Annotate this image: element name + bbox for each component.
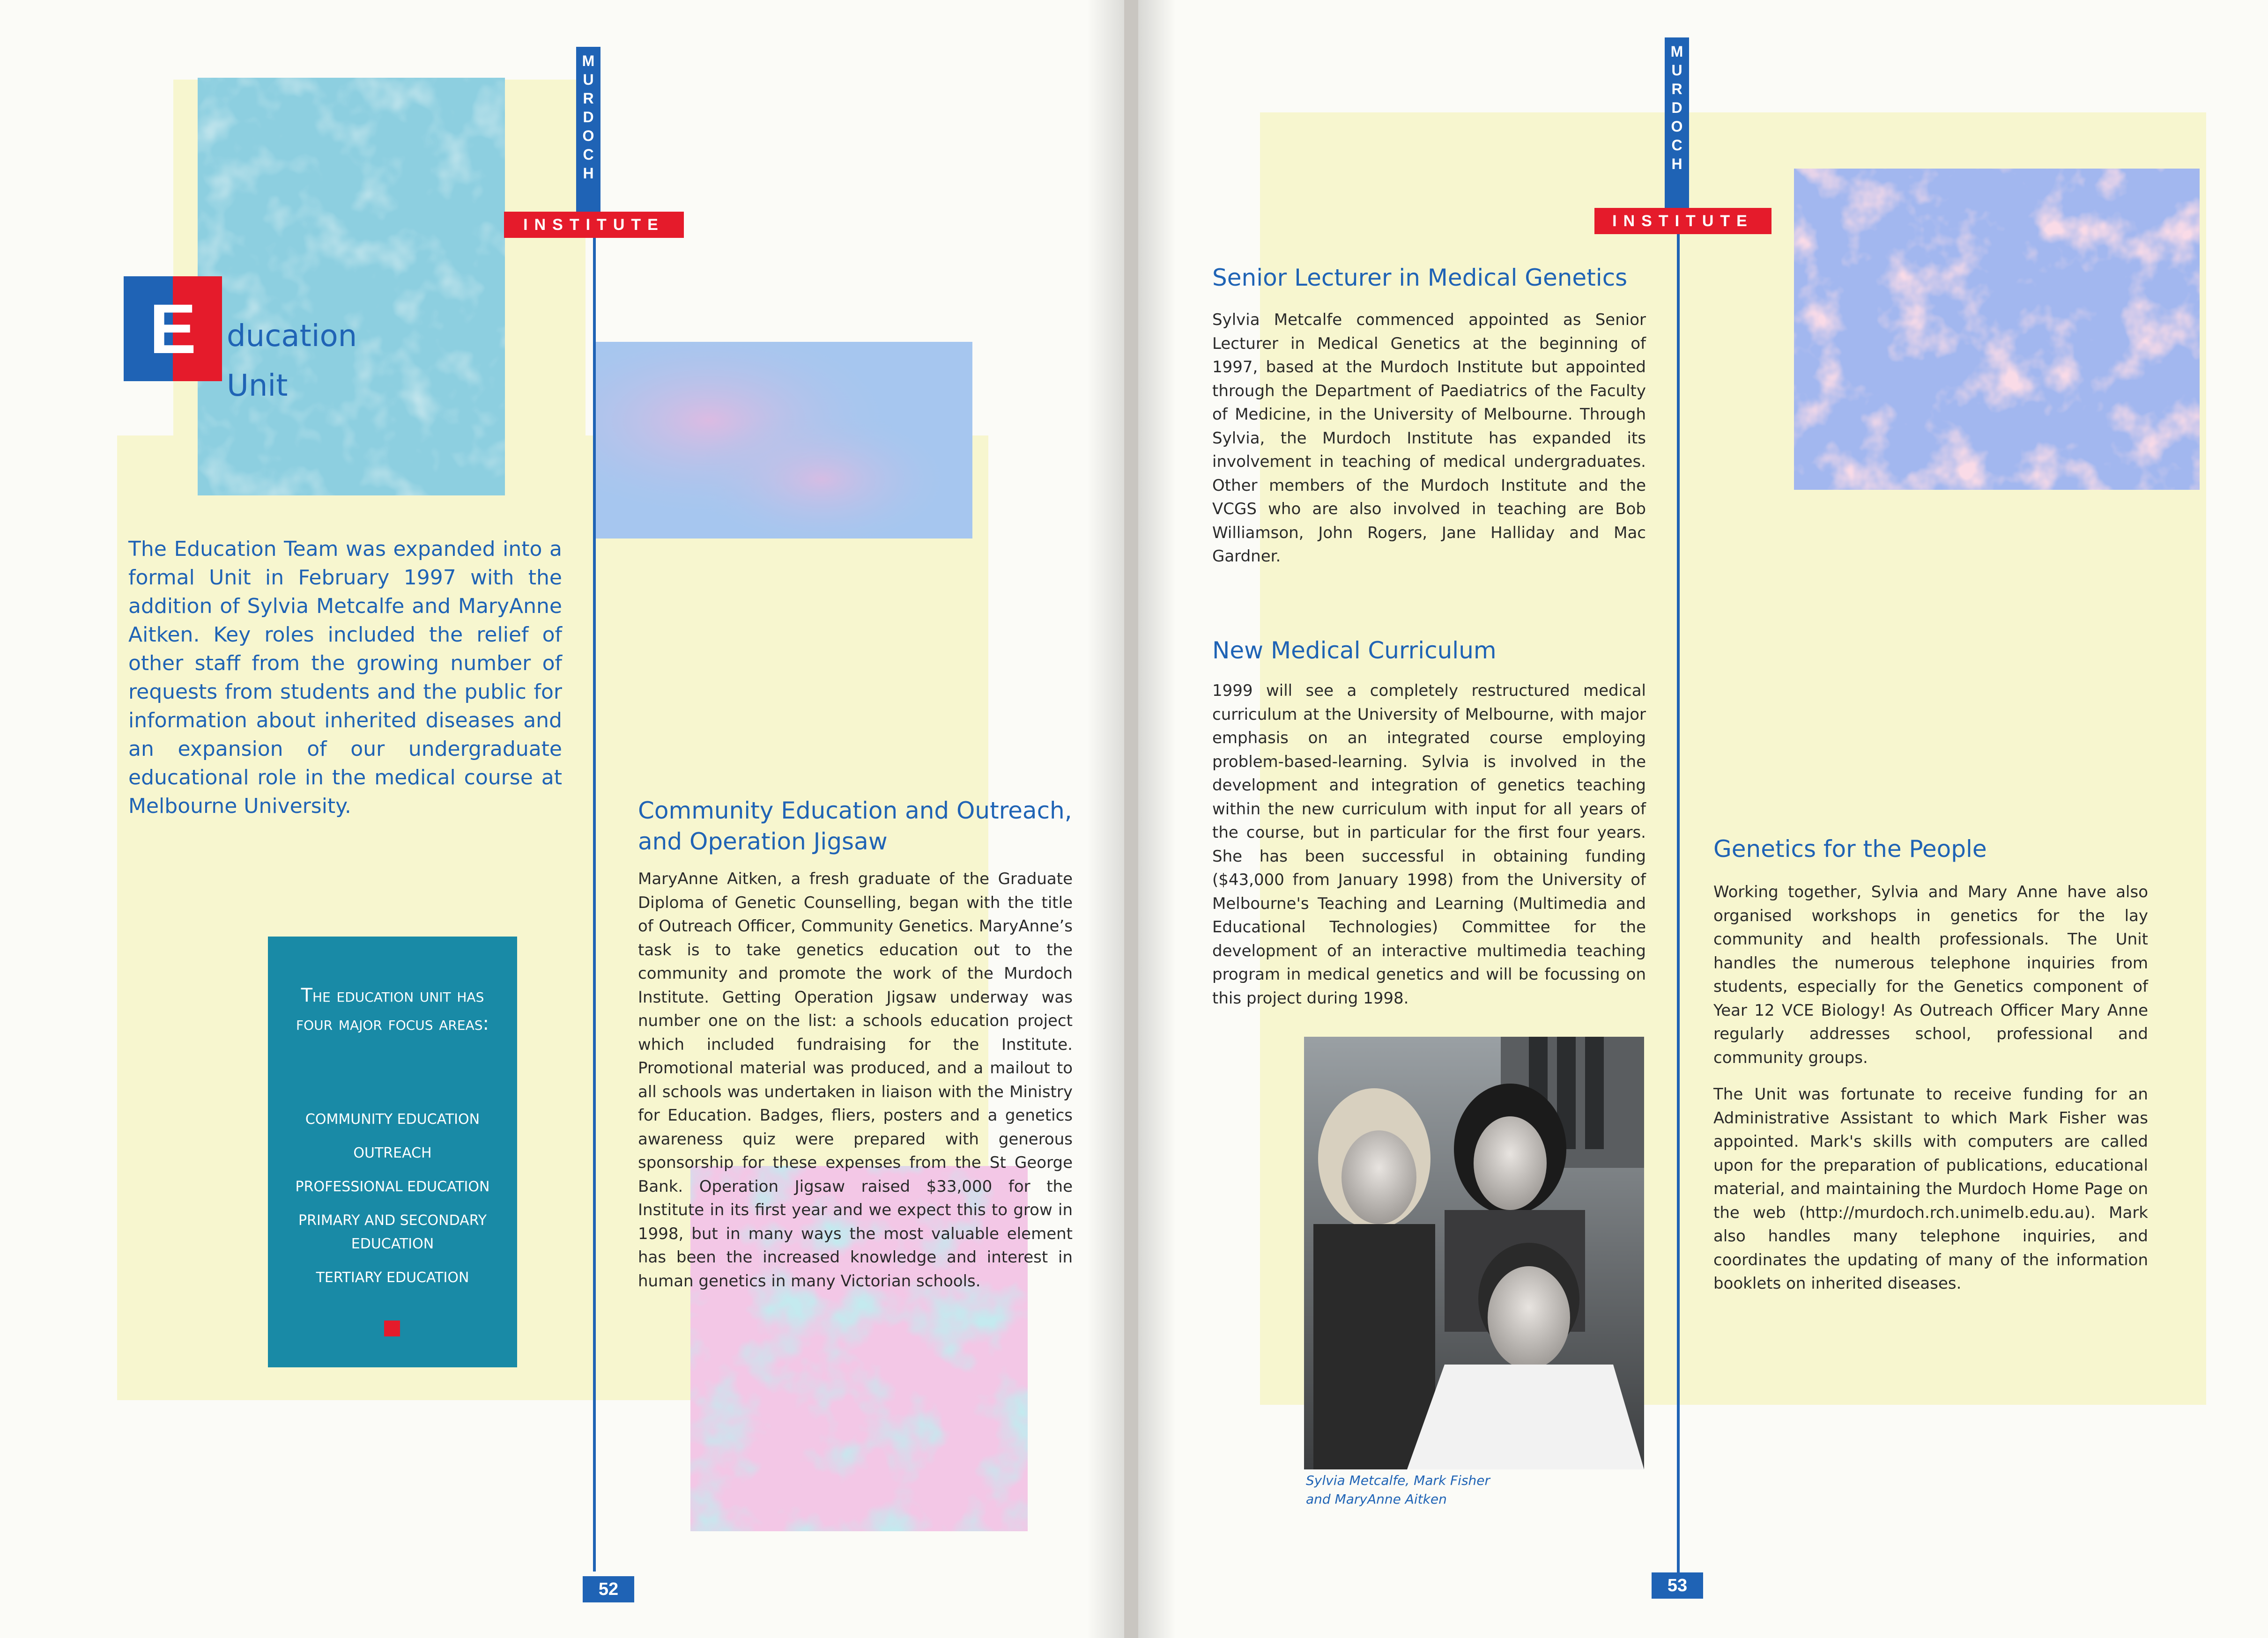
logo-murdoch-column bbox=[1665, 37, 1689, 209]
focus-item: TERTIARY EDUCATION bbox=[316, 1269, 469, 1286]
logo-letter: H bbox=[583, 165, 594, 182]
section-heading: Community Education and Outreach, and Operation Jigsaw bbox=[638, 797, 1072, 855]
logo-letter: O bbox=[582, 127, 594, 144]
gutter-shadow bbox=[1087, 0, 1124, 1638]
section-body: 1999 will see a completely restructured medical curriculum at the University of Melbourne, with major emphasis on an integrated course employing problem-based-learning. Sylvia is involved in the development and integration of genetics teaching within the new curriculum with input for all years of the course, but in particular for the first four years. She has been successful in obtaining funding ($43,000 from January 1998) from the University of Melbourne's Teaching and Learning (Multimedia and Educational Technologies) Committee for the development of an interactive multimedia teaching program in medical genetics and will be focussing on this project during 1998. bbox=[1212, 681, 1646, 1008]
section-heading: Genetics for the People bbox=[1713, 835, 1987, 863]
focus-item: PROFESSIONAL EDUCATION bbox=[295, 1179, 490, 1195]
logo-letter: O bbox=[1671, 118, 1683, 135]
staff-photo bbox=[1304, 1037, 1644, 1469]
section-heading: Senior Lecturer in Medical Genetics bbox=[1212, 264, 1628, 291]
pink-blue-textured-image bbox=[1794, 169, 2200, 490]
focus-item: COMMUNITY EDUCATION bbox=[305, 1111, 480, 1128]
logo-letter: M bbox=[582, 52, 595, 69]
gutter-shadow bbox=[1138, 0, 1176, 1638]
vertical-rule bbox=[593, 47, 596, 1572]
logo-letter: D bbox=[1671, 99, 1682, 116]
logo-letter: D bbox=[583, 109, 594, 125]
logo-institute-bar: INSTITUTE bbox=[504, 212, 684, 238]
blue-sky-image bbox=[596, 342, 972, 539]
section-body: Sylvia Metcalfe commenced appointed as Senior Lecturer in Medical Genetics at the beginning of 1997, based at the Murdoch Institute but appointed through the Department of Paediatrics of the Faculty of Medicine, in the University of Melbourne. Through Sylvia, the Murdoch Institute has expanded its involvement in teaching of medical undergraduates. Other members of the Murdoch Institute and the VCGS who are also involved in teaching are Bob Williamson, John Rogers, Jane Halliday and Mac Gardner. bbox=[1212, 310, 1646, 566]
page-number: 52 bbox=[583, 1576, 634, 1602]
vertical-rule bbox=[1677, 43, 1680, 1579]
section-body: MaryAnne Aitken, a fresh graduate of the Graduate Diploma of Genetic Counselling, began with the title of Outreach Officer, Community Genetics. MaryAnne’s task is to take genetics education out to the community and promote the work of the Murdoch Institute. Getting Operation Jigsaw underway was number one on the list: a schools education project which included fundraising for the Institute. Promotional material was produced, and a mailout to all schools was undertaken in liaison with the Ministry for Education. Badges, fliers, posters and a genetics awareness quiz were prepared with generous sponsorship for these expenses from the St George Bank. Operation Jigsaw raised $33,000 for the Institute in its first year and we expect this to grow in 1998, but in many ways the most valuable element has been the increased knowledge and interest in human genetics in many Victorian schools. bbox=[638, 870, 1073, 1291]
intro-paragraph: The Education Team was expanded into a formal Unit in February 1997 with the addition of Sylvia Metcalfe and MaryAnne Aitken. Key roles included the relief of other staff from the growing number of requests from students and the public for information about inherited diseases and an expansion of our undergraduate educational role in the medical course at Melbourne University. bbox=[128, 537, 562, 818]
focus-item: PRIMARY AND SECONDARY EDUCATION bbox=[298, 1212, 487, 1252]
logo-letter: C bbox=[1671, 137, 1682, 154]
logo-letter: U bbox=[583, 71, 594, 88]
logo-letter: U bbox=[1671, 62, 1682, 79]
logo-letter: R bbox=[583, 90, 594, 107]
logo-letter: M bbox=[1670, 43, 1683, 60]
logo-murdoch-column bbox=[576, 47, 600, 218]
focus-areas-box bbox=[268, 937, 517, 1367]
page-number: 53 bbox=[1652, 1572, 1703, 1599]
logo-letter: R bbox=[1671, 81, 1682, 97]
red-square-bullet-icon bbox=[384, 1321, 400, 1336]
photo-caption-line2: and MaryAnne Aitken bbox=[1306, 1491, 1447, 1507]
title-initial: E bbox=[149, 289, 197, 368]
logo-institute-bar: INSTITUTE bbox=[1594, 208, 1771, 234]
photo-caption-line1: Sylvia Metcalfe, Mark Fisher bbox=[1306, 1473, 1490, 1488]
section-body: Working together, Sylvia and Mary Anne have also organised workshops in genetics for the lay community and health professionals. The Unit handles the numerous telephone inquiries from students, especially for the Genetics component of Year 12 VCE Biology! As Outreach Officer Mary Anne regularly addresses school, professional and community groups. bbox=[1713, 883, 2148, 1067]
logo-letter: H bbox=[1671, 155, 1682, 172]
logo-letter: C bbox=[583, 146, 594, 163]
page-title-line1: ducation bbox=[227, 319, 357, 354]
page-title-line2: Unit bbox=[227, 369, 288, 403]
focus-item: OUTREACH bbox=[353, 1145, 432, 1161]
textured-cyan-image bbox=[198, 78, 505, 495]
focus-box-heading: The education unit has four major focus areas: bbox=[296, 985, 489, 1034]
left-page bbox=[0, 0, 1124, 1638]
section-body-2: The Unit was fortunate to receive funding for an Administrative Assistant to which Mark Fisher was appointed. Mark's skills with computers are called upon for the preparation of publications, educational material, and maintaining the Murdoch Home Page on the web (http://murdoch.rch.unimelb.edu.au). Mark also handles many telephone inquiries, and coordinates the updating of many of the information booklets on inherited diseases. bbox=[1713, 1085, 2148, 1293]
right-page bbox=[1138, 0, 2268, 1638]
section-heading: New Medical Curriculum bbox=[1212, 637, 1497, 664]
